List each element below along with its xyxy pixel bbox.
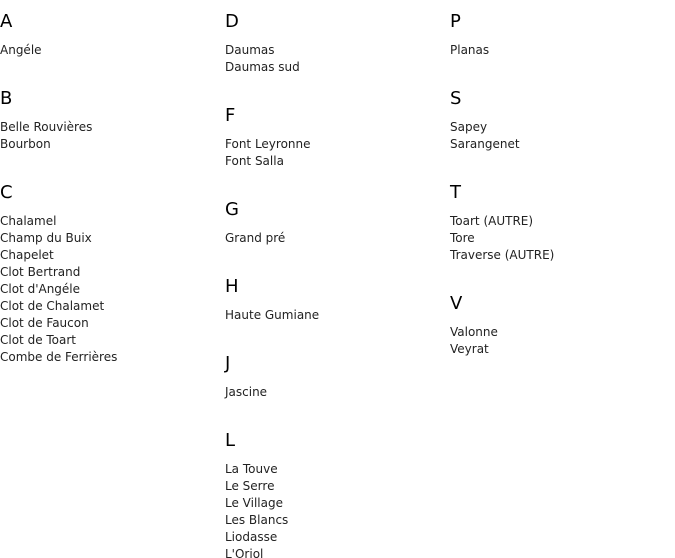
place-link[interactable]: Clot de Chalamet — [0, 299, 105, 313]
group-spacer — [0, 59, 220, 77]
place-link[interactable]: Clot de Faucon — [0, 316, 89, 330]
group-spacer — [450, 358, 670, 376]
place-list — [450, 42, 670, 59]
group-spacer — [450, 59, 670, 77]
place-link[interactable]: Jascine — [225, 385, 268, 399]
letter-group — [450, 293, 670, 376]
place-list — [450, 119, 670, 153]
letter-heading: A — [0, 11, 13, 32]
group-spacer — [450, 264, 670, 282]
place-link[interactable]: L'Oriol — [225, 547, 264, 558]
place-link[interactable]: Chapelet — [0, 248, 54, 262]
letter-heading: D — [225, 11, 239, 32]
place-link[interactable]: Grand pré — [225, 231, 286, 245]
place-link[interactable]: Daumas sud — [225, 60, 300, 74]
place-link[interactable]: Tore — [450, 231, 475, 245]
place-list — [225, 42, 445, 76]
letter-heading: H — [225, 276, 239, 297]
place-link[interactable]: Haute Gumiane — [225, 308, 320, 322]
letter-group — [225, 105, 445, 188]
letter-heading: B — [0, 88, 13, 109]
place-link[interactable]: Daumas — [225, 43, 275, 57]
place-list — [225, 307, 445, 324]
letter-heading: C — [0, 182, 13, 203]
letter-heading: V — [450, 293, 463, 314]
group-spacer — [225, 170, 445, 188]
letter-group — [450, 182, 670, 282]
place-link[interactable]: La Touve — [225, 462, 278, 476]
place-link[interactable]: Champ du Buix — [0, 231, 92, 245]
letter-group — [225, 353, 445, 419]
letter-heading: F — [225, 105, 236, 126]
place-link[interactable]: Veyrat — [450, 342, 489, 356]
letter-group — [0, 11, 220, 77]
index-column-2 — [225, 0, 445, 558]
place-link[interactable]: Clot Bertrand — [0, 265, 81, 279]
place-link[interactable]: Combe de Ferrières — [0, 350, 118, 364]
place-link[interactable]: Liodasse — [225, 530, 278, 544]
group-spacer — [0, 153, 220, 171]
letter-heading: S — [450, 88, 462, 109]
place-list — [450, 213, 670, 264]
letter-heading: L — [225, 430, 236, 451]
place-link[interactable]: Angéle — [0, 43, 42, 57]
place-list — [0, 213, 220, 366]
group-spacer — [450, 153, 670, 171]
place-list — [225, 461, 445, 558]
place-link[interactable]: Valonne — [450, 325, 498, 339]
letter-heading: G — [225, 199, 239, 220]
place-link[interactable]: Le Village — [225, 496, 283, 510]
group-spacer — [225, 324, 445, 342]
letter-heading: J — [225, 353, 231, 374]
place-link[interactable]: Belle Rouvières — [0, 120, 93, 134]
place-list — [225, 136, 445, 170]
place-list — [450, 324, 670, 358]
place-link[interactable]: Les Blancs — [225, 513, 289, 527]
letter-group — [225, 199, 445, 265]
group-spacer — [225, 76, 445, 94]
index-column-1 — [0, 0, 220, 384]
place-link[interactable]: Sarangenet — [450, 137, 520, 151]
place-list — [0, 119, 220, 153]
place-link[interactable]: Clot d'Angéle — [0, 282, 81, 296]
place-link[interactable]: Font Leyronne — [225, 137, 311, 151]
place-link[interactable]: Sapey — [450, 120, 488, 134]
letter-heading: T — [450, 182, 461, 203]
place-list — [225, 384, 445, 401]
letter-group — [225, 430, 445, 558]
place-link[interactable]: Font Salla — [225, 154, 284, 168]
place-link[interactable]: Le Serre — [225, 479, 275, 493]
letter-group — [225, 276, 445, 342]
place-link[interactable]: Clot de Toart — [0, 333, 77, 347]
place-link[interactable]: Chalamel — [0, 214, 57, 228]
place-list — [0, 42, 220, 59]
letter-heading: P — [450, 11, 461, 32]
group-spacer — [0, 366, 220, 384]
place-link[interactable]: Traverse (AUTRE) — [450, 248, 555, 262]
letter-group — [0, 88, 220, 171]
index-column-3 — [450, 0, 670, 376]
place-link[interactable]: Bourbon — [0, 137, 51, 151]
group-spacer — [225, 401, 445, 419]
place-link[interactable]: Planas — [450, 43, 490, 57]
letter-group — [0, 182, 220, 384]
letter-group — [450, 88, 670, 171]
letter-group — [450, 11, 670, 77]
place-link[interactable]: Toart (AUTRE) — [450, 214, 534, 228]
letter-group — [225, 11, 445, 94]
group-spacer — [225, 247, 445, 265]
place-list — [225, 230, 445, 247]
